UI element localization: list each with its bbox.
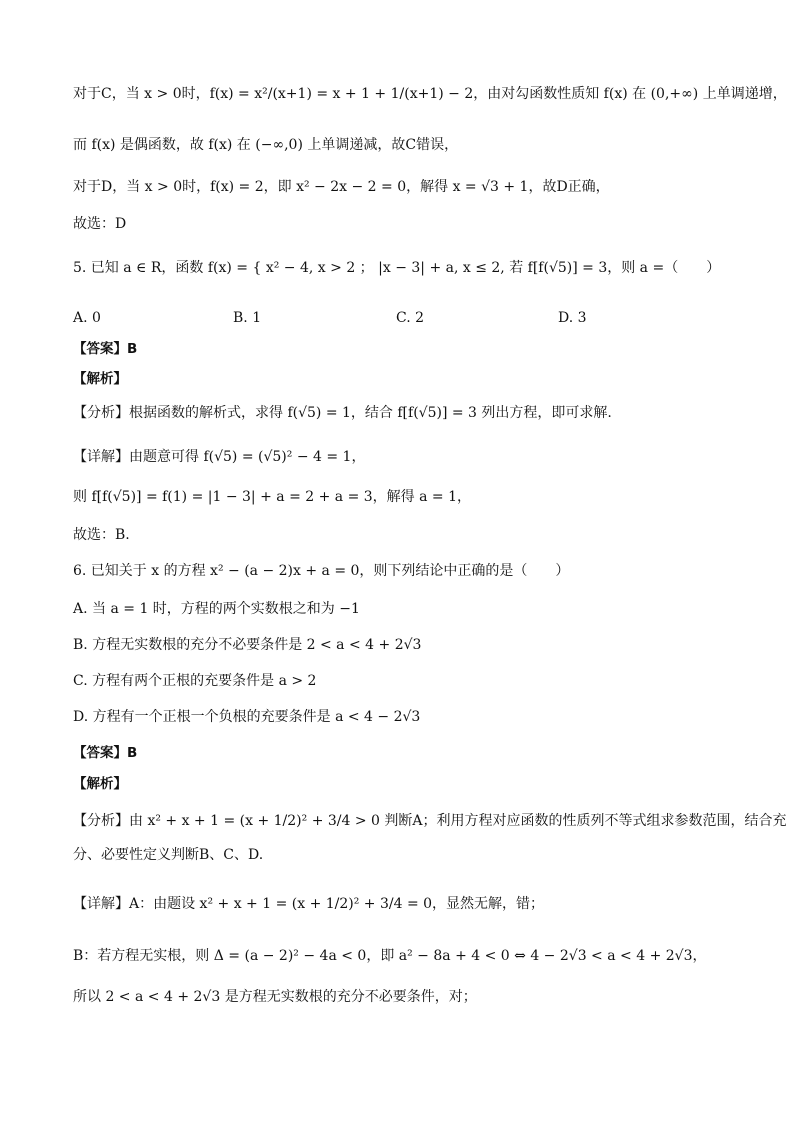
choice-d: D. 3 xyxy=(558,310,587,326)
option-b: B. 方程无实数根的充分不必要条件是 2 < a < 4 + 2√3 xyxy=(73,637,422,653)
analysis-label: 【解析】 xyxy=(73,776,127,792)
text-line: 分、必要性定义判断B、C、D. xyxy=(73,847,264,863)
text-line: 【详解】由题意可得 f(√5) = (√5)² − 4 = 1， xyxy=(73,449,366,465)
answer-label: 【答案】B xyxy=(73,745,138,761)
text-line: 故选：B. xyxy=(73,527,130,543)
text-line: 对于D，当 x > 0时，f(x) = 2，即 x² − 2x − 2 = 0，解得 x = √3 + 1，故D正确， xyxy=(73,179,610,195)
text-line: 【分析】由 x² + x + 1 = (x + 1/2)² + 3/4 > 0 判断A；利用方程对应函数的性质列不等式组求参数范围，结合充 xyxy=(73,813,787,829)
question-5-stem: 5. 已知 a ∈ R，函数 f(x) = { x² − 4, x > 2 ； |x − 3| + a, x ≤ 2, 若 f[f(√5)] = 3，则 a =（ ） xyxy=(73,260,721,276)
question-6-stem: 6. 已知关于 x 的方程 x² − (a − 2)x + a = 0，则下列结论中正确的是（ ） xyxy=(73,563,570,579)
choice-a: A. 0 xyxy=(73,310,101,326)
text-line: 故选：D xyxy=(73,216,127,232)
option-c: C. 方程有两个正根的充要条件是 a > 2 xyxy=(73,673,317,689)
text-line: 而 f(x) 是偶函数，故 f(x) 在 (−∞,0) 上单调递减，故C错误， xyxy=(73,137,459,153)
answer-label: 【答案】B xyxy=(73,341,138,357)
choice-b: B. 1 xyxy=(233,310,262,326)
option-a: A. 当 a = 1 时，方程的两个实数根之和为 −1 xyxy=(73,601,360,617)
choice-c: C. 2 xyxy=(396,310,425,326)
option-d: D. 方程有一个正根一个负根的充要条件是 a < 4 − 2√3 xyxy=(73,709,421,725)
text-line: 所以 2 < a < 4 + 2√3 是方程无实数根的充分不必要条件，对； xyxy=(73,989,477,1005)
text-line: 对于C，当 x > 0时，f(x) = x²/(x+1) = x + 1 + 1/(x+1) − 2，由对勾函数性质知 f(x) 在 (0,+∞) 上单调递增， xyxy=(73,86,787,102)
text-line: B：若方程无实根，则 Δ = (a − 2)² − 4a < 0，即 a² − 8a + 4 < 0 ⇔ 4 − 2√3 < a < 4 + 2√3， xyxy=(73,948,707,964)
text-line: 【详解】A：由题设 x² + x + 1 = (x + 1/2)² + 3/4 = 0，显然无解，错； xyxy=(73,896,545,912)
analysis-label: 【解析】 xyxy=(73,371,127,387)
text-line: 则 f[f(√5)] = f(1) = |1 − 3| + a = 2 + a = 3，解得 a = 1， xyxy=(73,489,472,505)
text-line: 【分析】根据函数的解析式，求得 f(√5) = 1，结合 f[f(√5)] = 3 列出方程，即可求解. xyxy=(73,405,612,421)
